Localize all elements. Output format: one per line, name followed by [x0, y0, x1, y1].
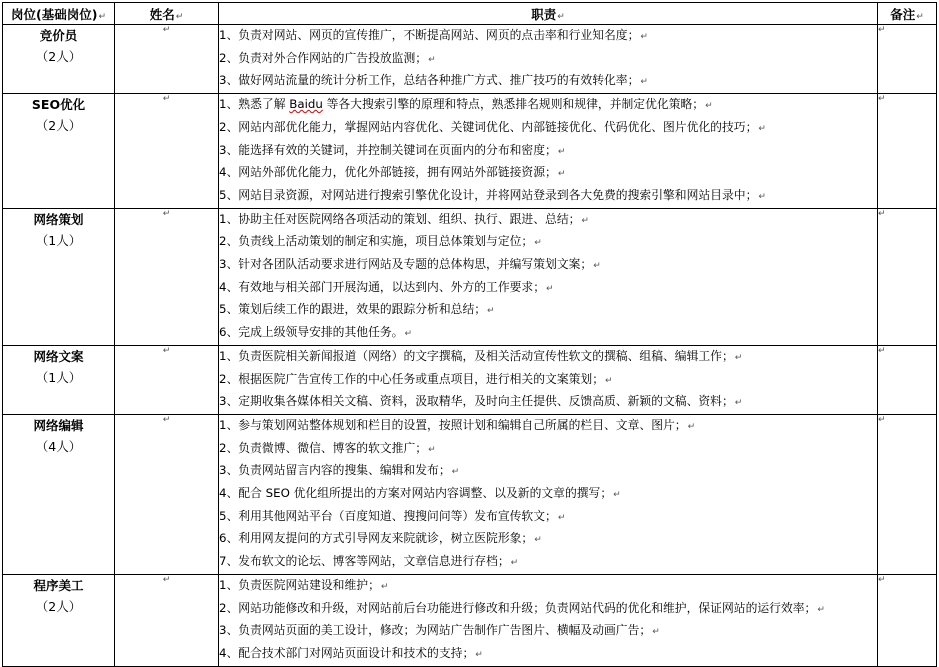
staffing-table-container — [2, 2, 937, 667]
position-title: 程序美工 — [33, 577, 84, 593]
name-cell[interactable] — [115, 345, 219, 414]
paragraph-mark: ↵ — [878, 25, 886, 35]
duty-item — [219, 117, 877, 140]
duty-item — [219, 185, 877, 208]
paragraph-mark: ↵ — [734, 352, 743, 363]
paragraph-mark: ↵ — [510, 558, 519, 569]
header-notes: 备注↵ — [878, 3, 937, 25]
duties-cell — [219, 414, 878, 574]
paragraph-mark: ↵ — [593, 261, 601, 272]
duty-text: 4、网站外部优化能力，优化外部链接，拥有网站外部链接资源； — [219, 165, 557, 180]
name-cell[interactable] — [115, 414, 219, 574]
duty-text: 3、负责网站留言内容的搜集、编辑和发布； — [219, 463, 451, 478]
table-row — [3, 94, 937, 209]
table-body — [3, 25, 937, 667]
paragraph-mark: ↵ — [404, 329, 413, 340]
paragraph-mark: ↵ — [878, 574, 886, 585]
position-cell — [3, 574, 115, 666]
paragraph-mark: ↵ — [557, 512, 566, 523]
paragraph-mark: ↵ — [487, 306, 495, 317]
duties-cell — [219, 94, 878, 209]
position-title: SEO优化 — [31, 97, 86, 113]
duty-item — [219, 277, 877, 300]
staffing-table — [2, 2, 937, 667]
position-headcount: （2人） — [35, 118, 82, 134]
duty-item — [219, 48, 877, 71]
position-headcount: （1人） — [35, 232, 82, 248]
paragraph-mark: ↵ — [581, 215, 589, 226]
position-headcount: （1人） — [35, 369, 82, 385]
position-headcount: （2人） — [35, 598, 82, 614]
position-title: 网络编辑 — [33, 417, 84, 433]
duty-item — [219, 254, 877, 277]
paragraph-mark: ↵ — [652, 627, 660, 638]
duty-item — [219, 438, 877, 461]
paragraph-mark: ↵ — [451, 467, 460, 478]
paragraph-mark: ↵ — [878, 414, 886, 425]
paragraph-mark: ↵ — [534, 238, 542, 249]
duty-text: 6、完成上级领导安排的其他任务。 — [219, 325, 404, 340]
paragraph-mark: ↵ — [878, 94, 886, 105]
paragraph-mark: ↵ — [475, 649, 483, 660]
header-position: 岗位(基础岗位)↵ — [3, 3, 115, 25]
notes-cell[interactable] — [878, 414, 937, 574]
duty-text: 3、能选择有效的关键词，并控制关键词在页面内的分布和密度； — [219, 142, 557, 157]
notes-cell[interactable] — [878, 574, 937, 666]
paragraph-mark: ↵ — [605, 375, 613, 386]
position-cell — [3, 414, 115, 574]
duty-item — [219, 483, 877, 506]
duties-cell — [219, 345, 878, 414]
duty-item — [219, 299, 877, 322]
paragraph-mark: ↵ — [705, 101, 713, 112]
header-name: 姓名↵ — [115, 3, 219, 25]
duty-item — [219, 94, 877, 117]
duty-item — [219, 391, 877, 414]
duties-cell — [219, 208, 878, 345]
duty-text: 2、网站功能修改和升级，对网站前后台功能进行修改和升级；负责网站代码的优化和维护，保证网站的运行效率； — [219, 600, 817, 615]
paragraph-mark: ↵ — [534, 535, 542, 546]
paragraph-mark: ↵ — [640, 32, 648, 42]
paragraph-mark: ↵ — [162, 208, 171, 219]
duty-text: 5、网站目录资源，对网站进行搜索引擎优化设计，并将网站登录到各大免费的搜索引擎和网站目录中； — [219, 187, 758, 202]
table-row — [3, 574, 937, 666]
paragraph-mark: ↵ — [878, 345, 886, 356]
position-cell — [3, 345, 115, 414]
duty-text: 1、负责对网站、网页的宣传推广，不断提高网站、网页的点击率和行业知名度； — [219, 28, 640, 42]
position-headcount: （2人） — [35, 49, 82, 64]
duty-text: 2、负责微博、微信、博客的软文推广； — [219, 440, 428, 455]
duty-text: 4、有效地与相关部门开展沟通，以达到内、外方的工作要求； — [219, 279, 546, 294]
duty-item — [219, 528, 877, 551]
duty-text: 1、协助主任对医院网络各项活动的策划、组织、执行、跟进、总结； — [219, 211, 581, 226]
table-row — [3, 414, 937, 574]
duties-cell — [219, 25, 878, 94]
duty-item — [219, 25, 877, 48]
duty-text: 4、配合 SEO 优化组所提出的方案对网站内容调整、以及新的文章的撰写； — [219, 486, 613, 501]
duty-item — [219, 620, 877, 643]
table-row — [3, 208, 937, 345]
position-cell — [3, 94, 115, 209]
duty-item — [219, 162, 877, 185]
paragraph-mark: ↵ — [758, 191, 766, 202]
notes-cell[interactable] — [878, 345, 937, 414]
duty-text: 1、负责医院网站建设和维护； — [219, 577, 380, 592]
duty-text: 3、针对各团队活动要求进行网站及专题的总体构思，并编写策划文案； — [219, 257, 593, 272]
paragraph-mark: ↵ — [817, 604, 825, 615]
paragraph-mark: ↵ — [428, 54, 436, 65]
paragraph-mark: ↵ — [162, 94, 171, 105]
position-headcount: （4人） — [35, 438, 82, 454]
paragraph-mark: ↵ — [557, 169, 566, 180]
notes-cell[interactable] — [878, 25, 937, 94]
name-cell[interactable] — [115, 208, 219, 345]
name-cell[interactable] — [115, 25, 219, 94]
duty-text: 2、网站内部优化能力，掌握网站内容优化、关键词优化、内部链接优化、代码优化、图片优化的技巧； — [219, 119, 758, 134]
position-title: 网络策划 — [33, 211, 84, 227]
duty-text: 5、利用其他网站平台（百度知道、搜搜问问等）发布宣传软文； — [219, 508, 557, 523]
duty-item — [219, 70, 877, 93]
header-duties: 职责↵ — [219, 3, 878, 25]
paragraph-mark: ↵ — [162, 345, 171, 356]
duty-item — [219, 346, 877, 369]
position-title: 网络文案 — [33, 348, 84, 364]
position-cell — [3, 25, 115, 94]
name-cell[interactable] — [115, 94, 219, 209]
notes-cell[interactable] — [878, 208, 937, 345]
duty-item — [219, 415, 877, 438]
duty-item — [219, 575, 877, 598]
paragraph-mark: ↵ — [878, 208, 886, 219]
duty-text: 2、负责对外合作网站的广告投放监测； — [219, 50, 428, 65]
name-cell[interactable] — [115, 574, 219, 666]
paragraph-mark: ↵ — [640, 77, 648, 88]
notes-cell[interactable] — [878, 94, 937, 209]
duty-item — [219, 643, 877, 666]
duty-item — [219, 209, 877, 232]
duty-item — [219, 506, 877, 529]
duty-item — [219, 551, 877, 574]
duty-item — [219, 140, 877, 163]
paragraph-mark: ↵ — [758, 123, 766, 134]
duty-item — [219, 598, 877, 621]
duty-text: 3、定期收集各媒体相关文稿、资料，汲取精华，及时向主任提供、反馈高质、新颖的文稿、资料； — [219, 394, 734, 409]
table-row — [3, 25, 937, 94]
paragraph-mark: ↵ — [380, 581, 389, 592]
table-row — [3, 345, 937, 414]
duty-text: 1、负责医院相关新闻报道（网络）的文字撰稿，及相关活动宣传性软文的撰稿、组稿、编辑工作； — [219, 348, 734, 363]
duty-text: 7、发布软文的论坛、博客等网站，文章信息进行存档； — [219, 554, 510, 569]
paragraph-mark: ↵ — [734, 398, 743, 409]
duty-item — [219, 322, 877, 345]
duties-cell — [219, 574, 878, 666]
duty-text: 2、负责线上活动策划的制定和实施，项目总体策划与定位； — [219, 234, 534, 249]
duty-text: 1、参与策划网站整体规划和栏目的设置，按照计划和编辑自己所属的栏目、文章、图片； — [219, 417, 687, 432]
position-title: 竞价员 — [39, 28, 78, 43]
duty-text: 6、利用网友提问的方式引导网友来院就诊，树立医院形象； — [219, 531, 534, 546]
duty-text: 3、负责网站页面的美工设计，修改；为网站广告制作广告图片、横幅及动画广告； — [219, 623, 652, 638]
duty-text: 1、熟悉了解 Baidu 等各大搜索引擎的原理和特点，熟悉排名规则和规律，并制定优化策略； — [219, 97, 705, 112]
duty-text: 3、做好网站流量的统计分析工作，总结各种推广方式、推广技巧的有效转化率； — [219, 73, 640, 88]
paragraph-mark: ↵ — [546, 283, 554, 294]
duty-text: 4、配合技术部门对网站页面设计和技术的支持； — [219, 645, 475, 660]
duty-item — [219, 369, 877, 392]
paragraph-mark: ↵ — [162, 574, 171, 585]
paragraph-mark: ↵ — [162, 414, 171, 425]
paragraph-mark: ↵ — [613, 490, 621, 501]
position-cell — [3, 208, 115, 345]
paragraph-mark: ↵ — [162, 25, 171, 35]
duty-text: 2、根据医院广告宣传工作的中心任务或重点项目，进行相关的文案策划； — [219, 371, 605, 386]
paragraph-mark: ↵ — [557, 146, 566, 157]
paragraph-mark: ↵ — [428, 444, 436, 455]
duty-item — [219, 231, 877, 254]
duty-item — [219, 460, 877, 483]
paragraph-mark: ↵ — [687, 421, 696, 432]
header-row — [3, 3, 937, 25]
duty-text: 5、策划后续工作的跟进，效果的跟踪分析和总结； — [219, 302, 487, 317]
